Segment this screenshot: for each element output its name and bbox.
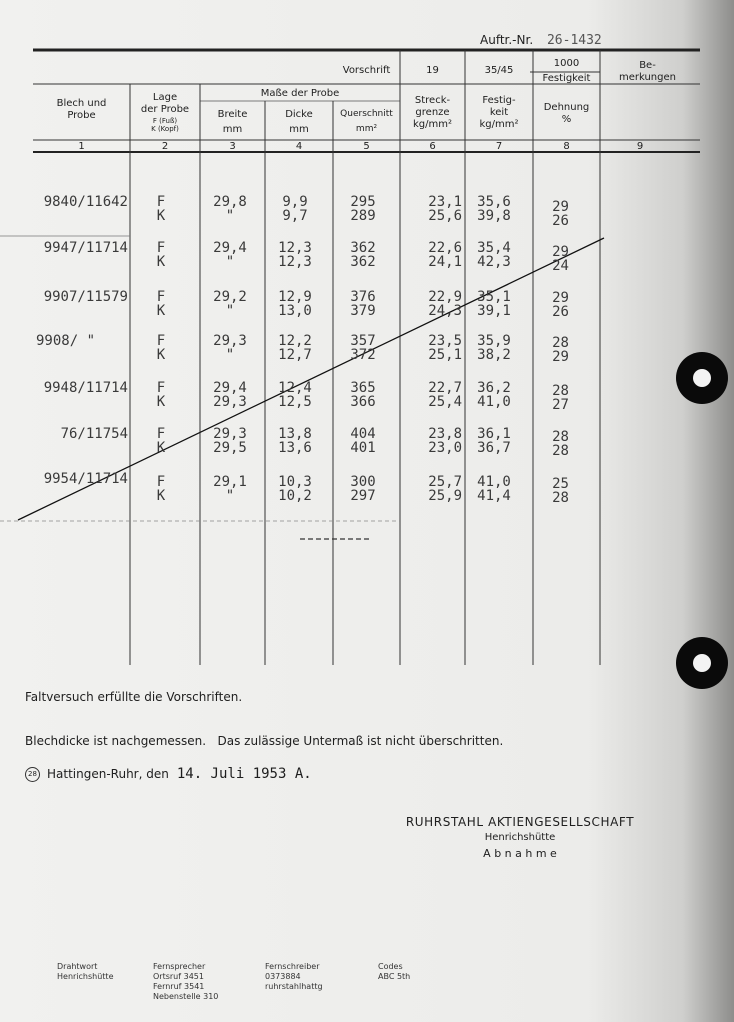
cell-querschnitt: 362 362 (350, 240, 376, 270)
cell-dicke: 9,9 9,7 (282, 194, 308, 224)
cell-dehnung: 28 28 (552, 429, 569, 459)
stamp-mark: 28 (25, 767, 40, 782)
col-number: 8 (563, 141, 570, 152)
col-number: 4 (295, 141, 303, 152)
cell-festig: 35,9 38,2 (477, 333, 511, 363)
cell-festig: 35,4 42,3 (477, 240, 511, 270)
cell-festig: 35,1 39,1 (477, 289, 511, 319)
cell-streck: 23,1 25,6 (428, 194, 462, 224)
col-number: 3 (229, 141, 236, 152)
header-req-dehn-bottom: Festigkeit (542, 73, 591, 84)
cell-festig: 41,0 41,4 (477, 474, 511, 504)
cell-querschnitt: 357 372 (350, 333, 376, 363)
col-number: 9 (636, 141, 644, 152)
header-dicke: Dicke mm (285, 109, 313, 135)
header-bemerkungen: Be- merkungen (618, 60, 676, 83)
header-req-dehn-top: 1000 (553, 58, 580, 69)
note-faltversuch: Faltversuch erfüllte die Vorschriften. (25, 690, 243, 704)
cell-lage: F K (156, 240, 166, 270)
footer-codes: Codes ABC 5th (378, 962, 411, 981)
cell-probe: 9948/11714 (43, 380, 128, 396)
col-number: 5 (363, 141, 370, 152)
order-number-value: 26-1432 (546, 33, 602, 48)
company-name: RUHRSTAHL AKTIENGESELLSCHAFT (405, 815, 635, 829)
cell-probe: 9947/11714 (43, 240, 128, 256)
cell-breite: 29,1 " (213, 474, 247, 504)
cell-breite: 29,3 29,5 (213, 426, 247, 456)
cell-dehnung: 29 26 (552, 290, 569, 320)
cell-probe: 76/11754 (60, 426, 128, 442)
cell-streck: 25,7 25,9 (428, 474, 462, 504)
footer-fernsprecher: Fernsprecher Ortsruf 3451 Fernruf 3541 Nebenstelle 310 (153, 962, 219, 1001)
cell-querschnitt: 376 379 (350, 289, 376, 319)
col-number: 7 (495, 141, 503, 152)
cell-dicke: 12,3 12,3 (278, 240, 312, 270)
cell-querschnitt: 404 401 (350, 426, 376, 456)
cell-dicke: 12,9 13,0 (278, 289, 312, 319)
header-lage: Lage der Probe (140, 92, 190, 115)
order-number-label: Auftr.-Nr. (480, 33, 534, 47)
cell-dehnung: 25 28 (552, 476, 569, 506)
cell-dehnung: 28 27 (552, 383, 569, 413)
cell-streck: 23,8 23,0 (428, 426, 462, 456)
cell-lage: F K (156, 380, 166, 410)
cell-streck: 22,7 25,4 (428, 380, 462, 410)
note-blechdicke: Blechdicke ist nachgemessen. Das zulässige Untermaß ist nicht überschritten. (25, 734, 504, 748)
cell-breite: 29,4 " (213, 240, 247, 270)
cell-dicke: 12,4 12,5 (278, 380, 312, 410)
company-dept: A b n a h m e (483, 847, 557, 860)
place-date (25, 766, 312, 782)
header-req-streck: 19 (426, 65, 439, 76)
cell-lage: F K (156, 289, 166, 319)
header-querschnitt: Querschnitt mm² (340, 109, 393, 134)
cell-streck: 22,9 24,3 (428, 289, 462, 319)
cell-breite: 29,8 " (213, 194, 247, 224)
cell-probe: 9908/ " (36, 333, 96, 349)
header-festig: Festig- keit kg/mm² (479, 95, 519, 130)
cell-festig: 35,6 39,8 (477, 194, 511, 224)
cell-lage: F K (156, 474, 166, 504)
col-number: 6 (429, 141, 436, 152)
header-masse: Maße der Probe (260, 88, 340, 99)
cell-breite: 29,3 " (213, 333, 247, 363)
cell-querschnitt: 365 366 (350, 380, 376, 410)
cell-lage: F K (156, 194, 166, 224)
col-number: 2 (161, 141, 169, 152)
cell-breite: 29,4 29,3 (213, 380, 247, 410)
header-req-festig: 35/45 (484, 65, 514, 76)
header-breite: Breite mm (217, 109, 248, 135)
footer-drahtwort: Drahtwort Henrichshütte (57, 962, 114, 981)
cell-probe: 9954/11714 (43, 471, 128, 487)
cell-lage: F K (156, 426, 166, 456)
col-number: 1 (78, 141, 85, 152)
cell-dehnung: 29 26 (552, 199, 569, 229)
cell-dehnung: 29 24 (552, 244, 569, 274)
date-value: 14. Juli 1953 A. (176, 766, 312, 782)
cell-festig: 36,2 41,0 (477, 380, 511, 410)
cell-querschnitt: 295 289 (350, 194, 376, 224)
header-dehnung: Dehnung % (543, 102, 590, 125)
cell-probe: 9907/11579 (43, 289, 128, 305)
cell-probe: 9840/11642 (43, 194, 128, 210)
cell-dicke: 12,2 12,7 (278, 333, 312, 363)
header-streck: Streck- grenze kg/mm² (413, 95, 452, 130)
cell-streck: 23,5 25,1 (428, 333, 462, 363)
cell-dicke: 13,8 13,6 (278, 426, 312, 456)
cell-streck: 22,6 24,1 (428, 240, 462, 270)
header-lage-sub: F (Fuß) K (Kopf) (151, 117, 179, 133)
cell-breite: 29,2 " (213, 289, 247, 319)
footer-fernschreiber: Fernschreiber 0373884 ruhrstahlhattg (265, 962, 323, 991)
company-plant: Henrichshütte (484, 832, 556, 843)
place-label: Hattingen-Ruhr, den (47, 767, 169, 781)
cell-querschnitt: 300 297 (350, 474, 376, 504)
cell-lage: F K (156, 333, 166, 363)
header-blech: Blech und Probe (56, 98, 107, 121)
cell-festig: 36,1 36,7 (477, 426, 511, 456)
cell-dicke: 10,3 10,2 (278, 474, 312, 504)
header-vorschrift: Vorschrift (342, 65, 391, 76)
cell-dehnung: 28 29 (552, 335, 569, 365)
